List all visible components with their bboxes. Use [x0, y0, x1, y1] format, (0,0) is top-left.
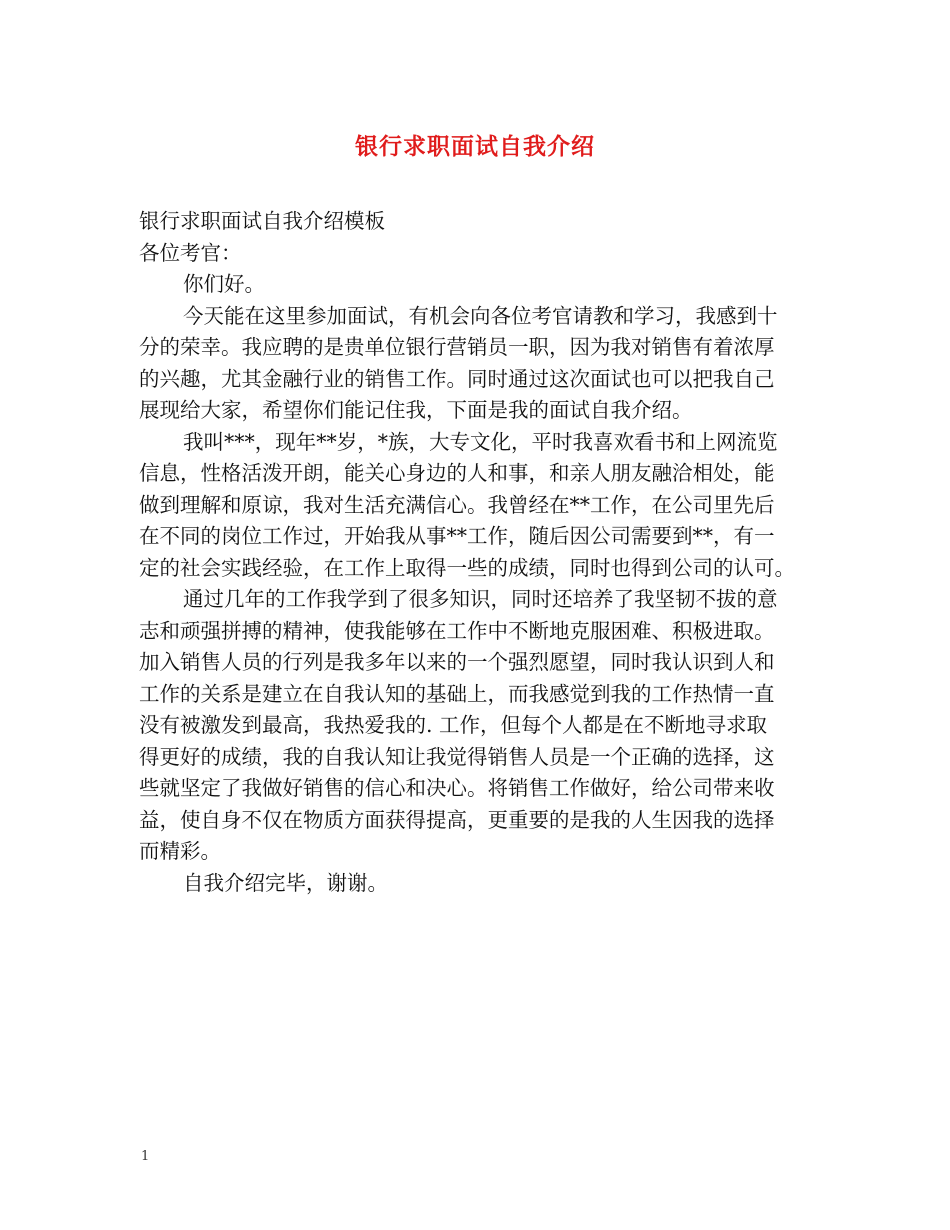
document-title: 银行求职面试自我介绍 [355, 133, 595, 160]
text-line: 今天能在这里参加面试，有机会向各位考官请教和学习，我感到十 [183, 303, 778, 328]
text-line: 信息，性格活泼开朗，能关心身边的人和事，和亲人朋友融洽相处，能 [139, 461, 775, 485]
text-line: 自我介绍完毕，谢谢。 [183, 870, 388, 895]
page-number: 1 [141, 1149, 150, 1164]
text-line: 在不同的岗位工作过，开始我从事**工作，随后因公司需要到**，有一 [139, 524, 775, 548]
text-line: 你们好。 [183, 272, 265, 296]
text-line: 做到理解和原谅，我对生活充满信心。我曾经在**工作，在公司里先后 [139, 492, 775, 517]
text-line: 而精彩。 [139, 839, 221, 863]
text-line: 展现给大家，希望你们能记住我，下面是我的面试自我介绍。 [139, 398, 693, 422]
text-line: 得更好的成绩，我的自我认知让我觉得销售人员是一个正确的选择，这 [139, 744, 775, 769]
text-line: 分的荣幸。我应聘的是贵单位银行营销员一职，因为我对销售有着浓厚 [139, 335, 775, 359]
text-line: 各位考官： [139, 240, 242, 265]
text-line: 工作的关系是建立在自我认知的基础上，而我感觉到我的工作热情一直 [139, 681, 775, 706]
text-line: 银行求职面试自我介绍模板 [139, 209, 385, 233]
text-line: 的兴趣，尤其金融行业的销售工作。同时通过这次面试也可以把我自己 [139, 366, 775, 391]
document-body [139, 206, 819, 899]
text-line: 益，使自身不仅在物质方面获得提高，更重要的是我的人生因我的选择 [139, 807, 775, 832]
text-line: 通过几年的工作我学到了很多知识，同时还培养了我坚韧不拔的意 [183, 587, 778, 611]
text-line: 定的社会实践经验，在工作上取得一些的成绩，同时也得到公司的认可。 [139, 555, 795, 580]
text-line: 没有被激发到最高，我热爱我的. 工作，但每个人都是在不断地寻求取 [139, 713, 768, 737]
text-line: 志和顽强拼搏的精神，使我能够在工作中不断地克服困难、积极进取。 [139, 618, 775, 643]
text-line: 加入销售人员的行列是我多年以来的一个强烈愿望，同时我认识到人和 [139, 650, 775, 674]
text-line: 些就坚定了我做好销售的信心和决心。将销售工作做好，给公司带来收 [139, 776, 775, 800]
text-line: 我叫***，现年**岁，*族，大专文化，平时我喜欢看书和上网流览 [183, 429, 778, 454]
